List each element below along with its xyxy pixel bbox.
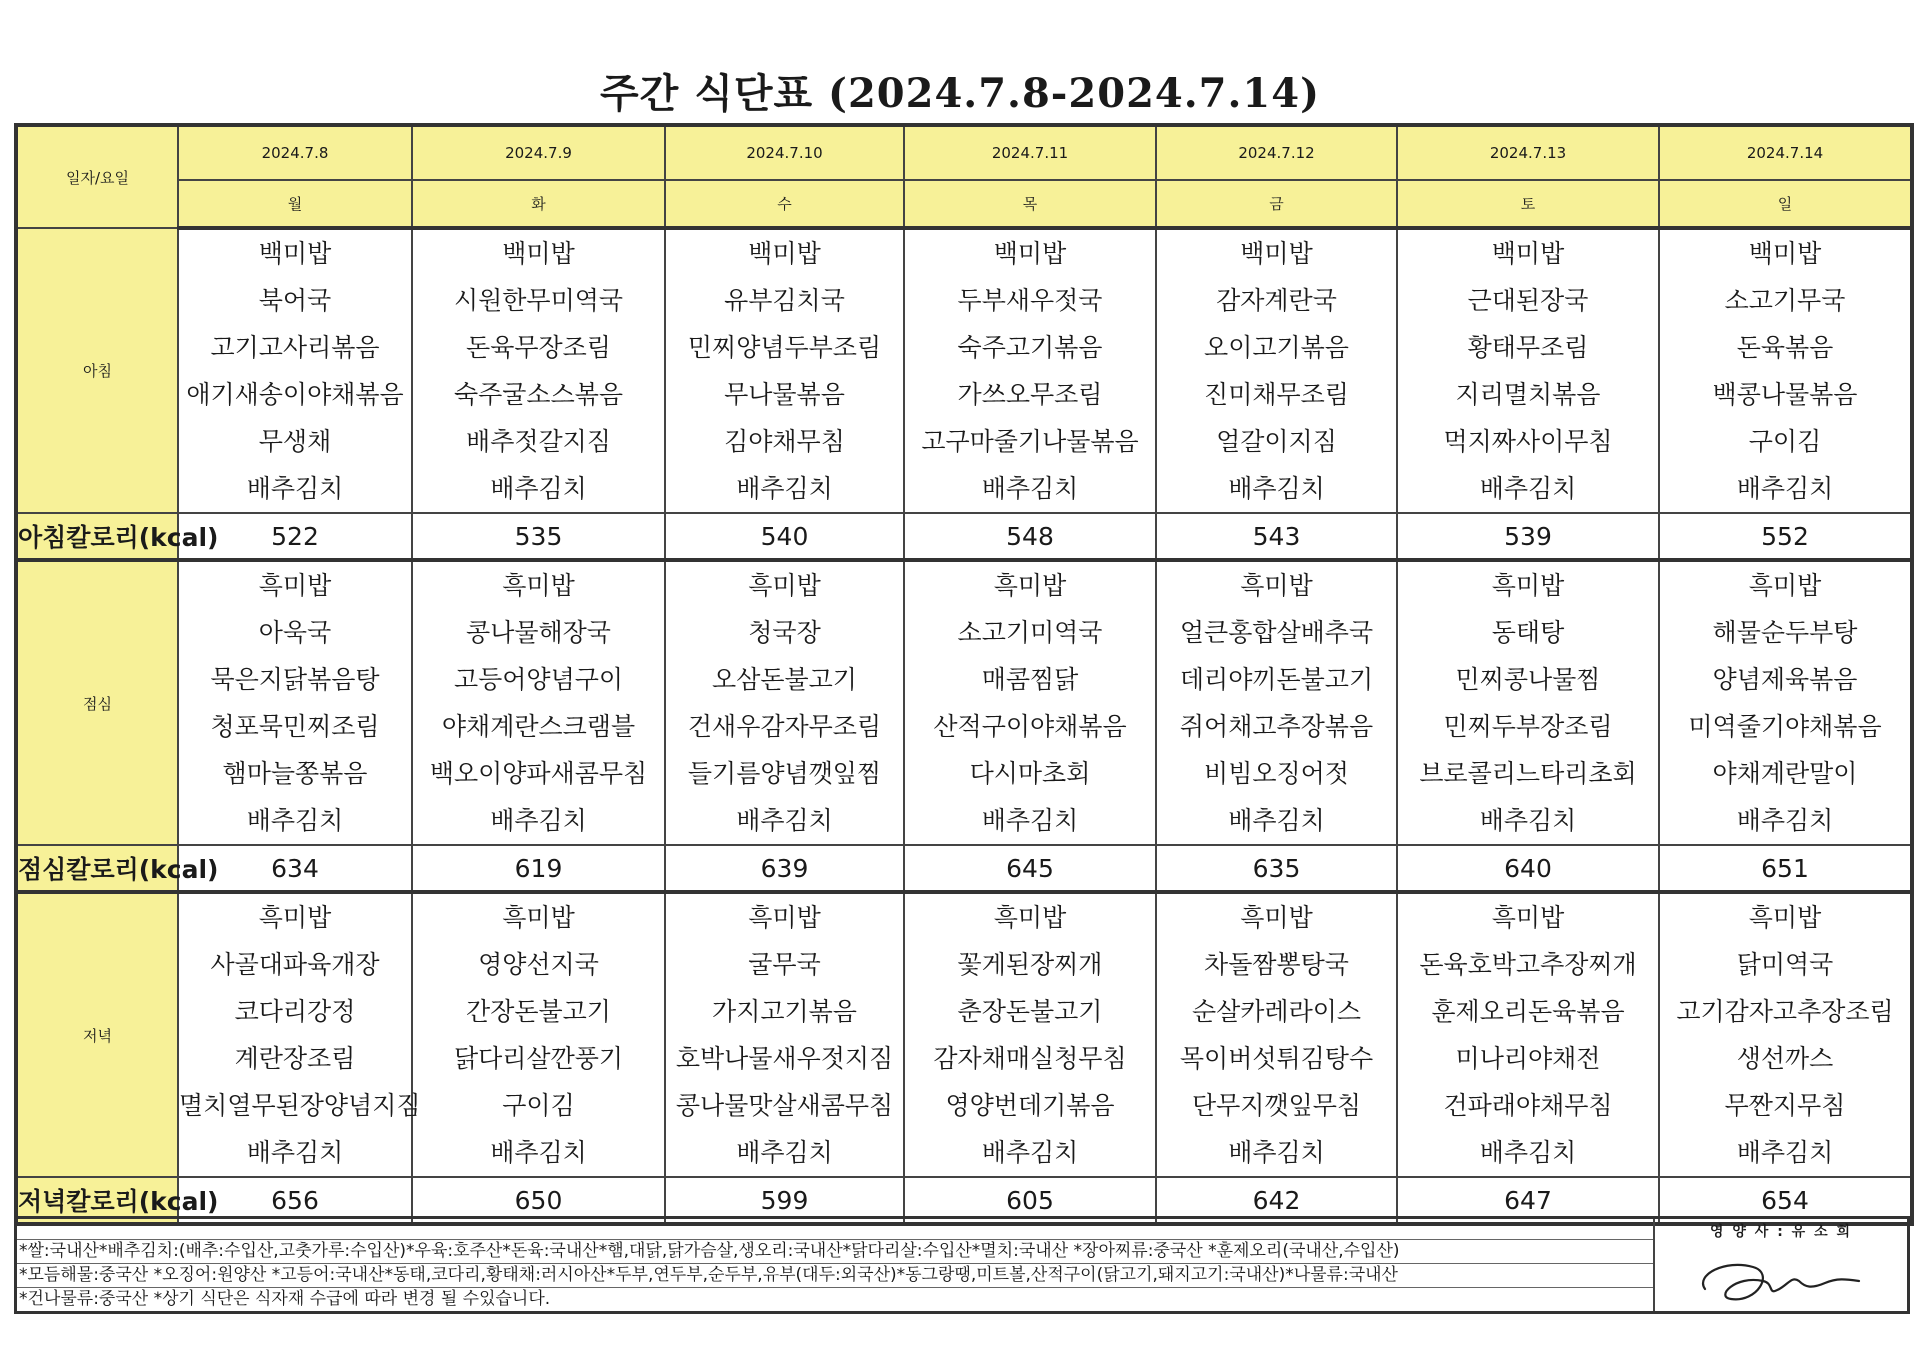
dish-item: 오삼돈불고기 [712, 665, 857, 694]
kcal-value: 635 [1156, 845, 1397, 892]
kcal-value: 539 [1397, 513, 1659, 560]
meal-cell [1397, 560, 1659, 845]
dish-item: 민찌콩나물찜 [1455, 665, 1601, 694]
dish-item: 민찌양념두부조림 [687, 333, 882, 362]
dish-item: 미역줄기야채볶음 [1688, 712, 1882, 741]
kcal-row [16, 513, 1912, 560]
dish-item: 청국장 [748, 618, 821, 647]
dish-item: 배추김치 [736, 806, 833, 835]
meal-cell [412, 892, 665, 1177]
meal-cell [1659, 228, 1912, 513]
dish-item: 배추김치 [1228, 1138, 1325, 1167]
dish-item: 영양번데기볶음 [945, 1091, 1115, 1120]
dish-item: 김야채무침 [724, 427, 845, 456]
meal-row [16, 560, 1912, 845]
dish-item: 들기름양념깻잎찜 [687, 759, 882, 788]
dish-item: 흑미밥 [748, 903, 821, 932]
meal-cell [412, 228, 665, 513]
weekly-menu-table [14, 123, 1914, 1226]
dish-item: 흑미밥 [993, 903, 1067, 932]
dish-item: 춘장돈불고기 [957, 997, 1103, 1026]
dish-item: 유부김치국 [724, 286, 845, 315]
kcal-value: 640 [1397, 845, 1659, 892]
dish-item: 생선까스 [1736, 1044, 1834, 1073]
dish-item: 배추김치 [981, 1138, 1079, 1167]
dish-item: 애기새송이야채볶음 [186, 380, 404, 409]
dish-item: 고등어양념구이 [453, 665, 624, 694]
meal-cell [1659, 892, 1912, 1177]
dish-item: 황태무조림 [1467, 333, 1589, 362]
kcal-value: 656 [178, 1177, 412, 1224]
kcal-value: 522 [178, 513, 412, 560]
signature-image [1695, 1245, 1865, 1307]
dish-item: 콩나물해장국 [466, 618, 611, 647]
kcal-label: 아침칼로리(kcal) [16, 513, 178, 560]
kcal-value: 605 [904, 1177, 1156, 1224]
origin-note: *건나물류:중국산 *상기 식단은 식자재 수급에 따라 변경 될 수있습니다. [19, 1289, 551, 1309]
dish-item: 배추김치 [246, 806, 344, 835]
meal-cell [665, 228, 904, 513]
page-title: 주간 식단표 (2024.7.8-2024.7.14) [599, 70, 1321, 117]
dish-item: 백미밥 [1491, 239, 1565, 268]
dish-item: 소고기미역국 [957, 618, 1103, 647]
dish-item: 닭미역국 [1736, 950, 1834, 979]
dish-item: 야채계란말이 [1712, 759, 1858, 788]
dish-item: 백미밥 [258, 239, 332, 268]
date-header: 2024.7.14 [1659, 125, 1912, 180]
meal-row [16, 228, 1912, 513]
kcal-value: 647 [1397, 1177, 1659, 1224]
day-header: 일 [1659, 180, 1912, 228]
kcal-value: 645 [904, 845, 1156, 892]
dish-item: 코다리강정 [234, 997, 356, 1026]
dish-item: 청포묵민찌조림 [210, 712, 380, 741]
date-header: 2024.7.9 [412, 125, 665, 180]
dish-item: 배추김치 [981, 474, 1079, 503]
dish-item: 오이고기볶음 [1204, 333, 1349, 362]
date-header: 2024.7.10 [665, 125, 904, 180]
dish-item: 진미채무조림 [1204, 380, 1349, 409]
kcal-value: 639 [665, 845, 904, 892]
dish-item: 구이김 [502, 1091, 575, 1120]
dish-item: 돈육무장조림 [466, 333, 611, 362]
dish-item: 구이김 [1748, 427, 1822, 456]
dish-item: 배추김치 [1736, 474, 1834, 503]
meal-label: 아침 [16, 228, 178, 513]
day-header: 목 [904, 180, 1156, 228]
footer [14, 1216, 1910, 1314]
dish-item: 배추김치 [490, 806, 587, 835]
dish-item: 배추김치 [490, 1138, 587, 1167]
dish-item: 고기감자고추장조림 [1676, 997, 1894, 1026]
kcal-value: 619 [412, 845, 665, 892]
meal-cell [1156, 892, 1397, 1177]
dish-item: 쥐어채고추장볶음 [1179, 712, 1374, 741]
meal-cell [412, 560, 665, 845]
meal-cell [1156, 560, 1397, 845]
dish-item: 숙주고기볶음 [957, 333, 1103, 362]
dish-item: 매콤찜닭 [981, 665, 1079, 694]
kcal-label: 점심칼로리(kcal) [16, 845, 178, 892]
meal-label: 저녁 [16, 892, 178, 1177]
meal-cell [904, 892, 1156, 1177]
dish-item: 백미밥 [1748, 239, 1822, 268]
dish-item: 돈육볶음 [1736, 333, 1834, 362]
dish-item: 양념제육볶음 [1712, 665, 1858, 694]
dish-item: 가쓰오무조림 [957, 380, 1103, 409]
dish-item: 흑미밥 [1240, 571, 1313, 600]
dish-item: 순살카레라이스 [1191, 997, 1362, 1026]
dish-item: 돈육호박고추장찌개 [1419, 950, 1637, 979]
dish-item: 흑미밥 [502, 903, 575, 932]
dietitian-name: 영 양 사 : 유 소 희 [1710, 1224, 1852, 1240]
dish-item: 아욱국 [258, 618, 332, 647]
date-header: 2024.7.13 [1397, 125, 1659, 180]
dish-item: 소고기무국 [1724, 286, 1846, 315]
date-row [16, 125, 1912, 180]
meal-cell [1156, 228, 1397, 513]
dish-item: 건새우감자무조림 [687, 712, 882, 741]
origin-note: *쌀:국내산*배추김치:(배추:수입산,고춧가루:수입산)*우육:호주산*돈육:국내산*햄,대닭,닭가슴살,생오리:국내산*닭다리살:수입산*멸치:국내산 *장아찌류:중국산 *훈제오리(국내산,수입산) [17, 1239, 1653, 1264]
dish-item: 건파래야채무침 [1443, 1091, 1613, 1120]
dish-item: 흑미밥 [1748, 903, 1822, 932]
dish-item: 동태탕 [1491, 618, 1565, 647]
meal-label: 점심 [16, 560, 178, 845]
kcal-value: 552 [1659, 513, 1912, 560]
meal-cell [904, 228, 1156, 513]
meal-cell [665, 892, 904, 1177]
meal-cell [665, 560, 904, 845]
dish-item: 산적구이야채볶음 [933, 712, 1127, 741]
dish-item: 사골대파육개장 [210, 950, 380, 979]
dish-item: 간장돈불고기 [466, 997, 611, 1026]
dish-item: 배추김치 [1479, 1138, 1577, 1167]
dish-item: 콩나물맛살새콤무침 [675, 1091, 894, 1120]
dish-item: 백콩나물볶음 [1712, 380, 1858, 409]
dish-item: 비빔오징어젓 [1204, 759, 1349, 788]
dish-item: 배추김치 [490, 474, 587, 503]
kcal-value: 535 [412, 513, 665, 560]
meal-cell [1397, 892, 1659, 1177]
day-header: 토 [1397, 180, 1659, 228]
dish-item: 흑미밥 [993, 571, 1067, 600]
kcal-value: 543 [1156, 513, 1397, 560]
dish-item: 배추김치 [981, 806, 1079, 835]
meal-cell [904, 560, 1156, 845]
dish-item: 굴무국 [748, 950, 821, 979]
dish-item: 햄마늘쫑볶음 [222, 759, 368, 788]
dish-item: 흑미밥 [502, 571, 575, 600]
dish-item: 감자채매실청무침 [933, 1044, 1127, 1073]
origin-notes [17, 1219, 1655, 1311]
dish-item: 흑미밥 [1491, 571, 1565, 600]
dish-item: 백미밥 [1240, 239, 1313, 268]
dish-item: 배추김치 [1736, 1138, 1834, 1167]
dish-item: 배추김치 [1228, 474, 1325, 503]
dish-item: 차돌짬뽕탕국 [1204, 950, 1349, 979]
dish-item: 계란장조림 [234, 1044, 356, 1073]
dish-item: 배추젓갈지짐 [466, 427, 611, 456]
dish-item: 배추김치 [736, 474, 833, 503]
dish-item: 민찌두부장조림 [1443, 712, 1613, 741]
meal-cell [1397, 228, 1659, 513]
kcal-label: 저녁칼로리(kcal) [16, 1177, 178, 1224]
dish-item: 호박나물새우젓지짐 [675, 1044, 894, 1073]
date-day-header: 일자/요일 [16, 125, 178, 228]
kcal-value: 651 [1659, 845, 1912, 892]
dish-item: 해물순두부탕 [1712, 618, 1858, 647]
kcal-value: 654 [1659, 1177, 1912, 1224]
dish-item: 숙주굴소스볶음 [453, 380, 624, 409]
dish-item: 배추김치 [1479, 806, 1577, 835]
kcal-row [16, 845, 1912, 892]
dish-item: 흑미밥 [1491, 903, 1565, 932]
dish-item: 북어국 [258, 286, 332, 315]
meal-cell [178, 892, 421, 1177]
dish-item: 데리야끼돈불고기 [1179, 665, 1374, 694]
dish-item: 배추김치 [246, 1138, 344, 1167]
kcal-value: 650 [412, 1177, 665, 1224]
meal-cell [178, 560, 412, 845]
dish-item: 무나물볶음 [724, 380, 845, 409]
dish-item: 흑미밥 [1240, 903, 1313, 932]
dish-item: 배추김치 [736, 1138, 833, 1167]
date-header: 2024.7.12 [1156, 125, 1397, 180]
dish-item: 백미밥 [993, 239, 1067, 268]
dish-item: 멸치열무된장양념지짐 [179, 1091, 421, 1120]
dish-item: 배추김치 [1228, 806, 1325, 835]
dish-item: 두부새우젓국 [957, 286, 1103, 315]
dish-item: 흑미밥 [258, 571, 332, 600]
meal-cell [178, 228, 412, 513]
kcal-value: 599 [665, 1177, 904, 1224]
dish-item: 단무지깻잎무침 [1191, 1091, 1362, 1120]
dish-item: 흑미밥 [258, 903, 332, 932]
dish-item: 얼큰홍합살배추국 [1179, 618, 1374, 647]
dish-item: 묵은지닭볶음탕 [210, 665, 380, 694]
dish-item: 브로콜리느타리초회 [1419, 759, 1637, 788]
kcal-value: 548 [904, 513, 1156, 560]
dish-item: 지리멸치볶음 [1455, 380, 1601, 409]
dish-item: 영양선지국 [478, 950, 599, 979]
origin-note: *모듬해물:중국산 *오징어:원양산 *고등어:국내산*동태,코다리,황태채:러시아산*두부,연두부,순두부,유부(대두:외국산)*동그랑땡,미트볼,산적구이(닭고기,돼지고기:국내산)*나물류:국내산 [17, 1264, 1653, 1288]
day-header: 화 [412, 180, 665, 228]
kcal-value: 642 [1156, 1177, 1397, 1224]
dish-item: 무짠지무침 [1724, 1091, 1846, 1120]
meal-cell [1659, 560, 1912, 845]
dish-item: 백미밥 [748, 239, 821, 268]
day-header: 수 [665, 180, 904, 228]
date-header: 2024.7.8 [178, 125, 412, 180]
dish-item: 고기고사리볶음 [210, 333, 380, 362]
dish-item: 얼갈이지짐 [1216, 427, 1337, 456]
dish-item: 배추김치 [246, 474, 344, 503]
dish-item: 백오이양파새콤무침 [429, 759, 648, 788]
dish-item: 다시마초회 [969, 759, 1091, 788]
dish-item: 감자계란국 [1216, 286, 1337, 315]
day-header: 월 [178, 180, 412, 228]
day-row [16, 180, 1912, 228]
dish-item: 야채계란스크램블 [441, 712, 636, 741]
dish-item: 먹지짜사이무침 [1443, 427, 1613, 456]
dish-item: 배추김치 [1479, 474, 1577, 503]
dish-item: 백미밥 [502, 239, 575, 268]
day-header: 금 [1156, 180, 1397, 228]
dish-item: 목이버섯튀김탕수 [1179, 1044, 1374, 1073]
dietitian-sign-box [1655, 1219, 1907, 1311]
dish-item: 훈제오리돈육볶음 [1431, 997, 1625, 1026]
dish-item: 근대된장국 [1467, 286, 1589, 315]
dish-item: 시원한무미역국 [453, 286, 624, 315]
dish-item: 배추김치 [1736, 806, 1834, 835]
dish-item: 미나리야채전 [1455, 1044, 1601, 1073]
kcal-value: 634 [178, 845, 412, 892]
dish-item: 무생채 [258, 427, 332, 456]
dish-item: 흑미밥 [748, 571, 821, 600]
dish-item: 흑미밥 [1748, 571, 1822, 600]
dish-item: 가지고기볶음 [712, 997, 857, 1026]
meal-row [16, 892, 1912, 1177]
date-header: 2024.7.11 [904, 125, 1156, 180]
dish-item: 고구마줄기나물볶음 [921, 427, 1139, 456]
dish-item: 닭다리살깐풍기 [453, 1044, 624, 1073]
dish-item: 꽃게된장찌개 [957, 950, 1103, 979]
kcal-value: 540 [665, 513, 904, 560]
